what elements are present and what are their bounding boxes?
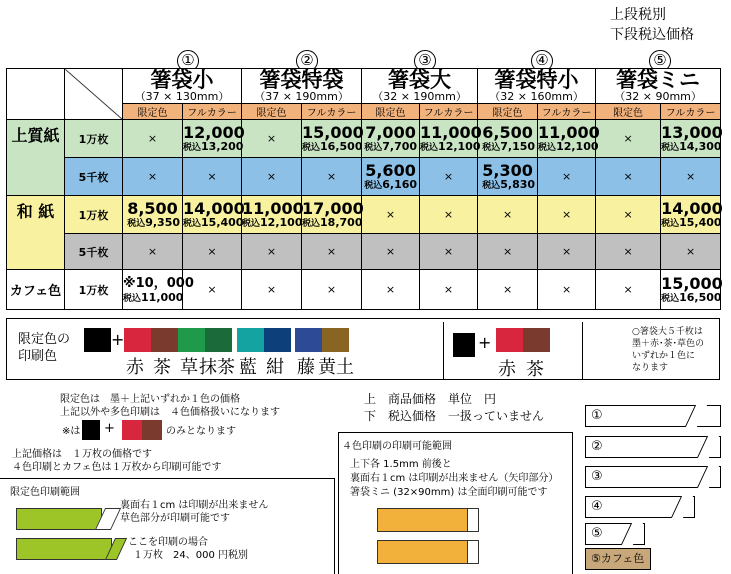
shape-box-4: ④ [585,496,695,518]
note-line: のみとなります [166,426,236,437]
price-cell: × [302,270,362,310]
price-cell: × [183,234,242,270]
price-cell: × [596,196,661,234]
price-cell: 5,300 税込5,830 [478,158,538,196]
color-name: 黄土 [318,357,354,378]
limited-range-title: 限定色印刷範囲 [10,487,80,498]
limited-strip [16,508,102,530]
shape-box-3: ③ [585,466,721,488]
price-cell: 11,000 税込12,100 [242,196,302,234]
price-cell: × [661,234,721,270]
price-cell: 7,000 税込7,700 [362,120,420,158]
sub-limited: 限定色 [123,104,183,120]
price-cell: × [420,196,478,234]
price-cell: × [242,270,302,310]
four-color-line: 箸袋ミニ (32×90mm) は全面印刷可能です [350,487,548,498]
legend-bottom: 下 税込価格 一扱っていません [364,409,545,423]
row-label-washi: 和 紙 [7,196,65,270]
color-name: 藍 [239,357,257,378]
price-cell: 8,500 税込9,350 [123,196,183,234]
column-number-4: ④ [531,50,553,72]
column-number-2: ② [296,50,318,72]
price-cell: × [242,120,302,158]
legend-top: 上 商品価格 単位 円 [364,392,497,406]
qty-label: 1万枚 [65,120,123,158]
price-cell: 5,600 税込6,160 [362,158,420,196]
price-cell: × [478,196,538,234]
plus-sign: + [478,333,492,352]
corner-cell [7,69,65,120]
price-cell: × [478,234,538,270]
sub-full: フルカラー [302,104,362,120]
swatch-black [82,420,100,440]
price-table [6,68,721,310]
sub-limited: 限定色 [242,104,302,120]
price-cell: 17,000 税込18,700 [302,196,362,234]
tax-note-line2: 下段税込価格 [610,27,694,43]
price-cell: × [420,270,478,310]
header-col-1: 箸袋小 （37 × 130mm） [123,69,242,104]
sub-full: フルカラー [661,104,721,120]
color-name: 赤 [498,359,516,380]
header-col-4: 箸袋特小 （32 × 160mm） [478,69,596,104]
qty-label: 1万枚 [65,270,123,310]
limited-strip-2 [16,538,112,560]
price-cell: × [123,120,183,158]
swatch-grass [178,328,205,352]
price-cell: × [420,158,478,196]
price-cell: × [302,158,362,196]
four-color-title: ４色印刷の印刷可能範囲 [342,441,452,452]
shape-box-2: ② [585,436,721,458]
price-cell: × [420,234,478,270]
color-name: 茶 [153,357,171,378]
colors-section [6,318,720,380]
note-line: 限定色は 墨＋上記いずれか１色の価格 [60,394,240,405]
header-col-3: 箸袋大 （32 × 190mm） [362,69,478,104]
price-cell: 6,500 税込7,150 [478,120,538,158]
swatch-brown [151,328,178,352]
color-name: 藤 [297,357,315,378]
price-cell: × [538,234,596,270]
price-cell: × [596,234,661,270]
note-line: ※は [62,426,81,437]
row-label-cafe: カフェ色 [7,270,65,310]
price-cell: 15,000 税込16,500 [661,270,721,310]
color-name: 茶 [526,359,544,380]
price-cell: × [362,196,420,234]
price-cell: × [302,234,362,270]
price-cell: × [362,234,420,270]
header-col-2: 箸袋特袋 （37 × 190mm） [242,69,362,104]
price-cell: 14,000 税込15,400 [661,196,721,234]
color-name: 抹茶 [199,357,235,378]
note-line: 上記以外や多色印刷は ４色価格扱いになります [60,407,280,418]
limited-range-line: 草色部分が印刷可能です [120,513,230,524]
four-color-strip [377,508,469,532]
price-cell: 12,000 税込13,200 [183,120,242,158]
price-cell: 15,000 税込16,500 [302,120,362,158]
row-label-jouhoshi: 上質紙 [7,120,65,196]
swatch-brown [142,420,162,440]
price-cell: 13,000 税込14,300 [661,120,721,158]
price-cell: × [538,158,596,196]
limited-extra-line: ここを印刷の場合 [128,537,208,548]
qty-label: 5千枚 [65,158,123,196]
sub-limited: 限定色 [362,104,420,120]
swatch-indigo [237,328,264,352]
color-name: 草 [180,357,198,378]
four-color-strip-2 [377,540,469,564]
price-cell: × [538,196,596,234]
side-note-4: なります [632,363,669,373]
price-cell: 11,000 税込12,100 [420,120,478,158]
price-cell: × [183,270,242,310]
four-color-strip-end [467,508,479,532]
price-cell: × [123,234,183,270]
swatch-red [124,328,151,352]
shape-box-5: ⑤ [585,523,645,545]
price-cell: × [538,270,596,310]
qty-label: 1万枚 [65,196,123,234]
sub-full: フルカラー [420,104,478,120]
four-color-line: 上下各 1.5mm 前後と [350,459,452,470]
column-number-5: ⑤ [649,50,671,72]
price-cell: × [362,270,420,310]
price-cell: ※10，000 税込11,000 [123,270,183,310]
sub-full: フルカラー [183,104,242,120]
price-cell: × [661,158,721,196]
swatch-matcha [205,328,232,352]
column-number-1: ① [177,50,199,72]
swatch-black [453,333,475,357]
side-note-3: いずれか１色に [632,351,696,361]
sub-full: フルカラー [538,104,596,120]
side-note-2: 墨＋赤･茶･草色の [632,339,705,349]
four-color-line: 裏面右１cm は印刷が出来ません（矢印部分） [350,473,559,484]
swatch-red [496,328,523,352]
plus-sign: + [111,330,125,349]
swatch-ochre [322,328,349,352]
color-name: 赤 [126,357,144,378]
four-color-strip-end-2 [467,540,479,564]
swatch-red [122,420,142,440]
swatch-wisteria [295,328,322,352]
sub-limited: 限定色 [596,104,661,120]
note-line: 上記価格は １万枚の価格です [12,449,152,460]
color-name: 紺 [266,357,284,378]
price-cell: × [242,234,302,270]
price-cell: × [183,158,242,196]
side-note-1: ○箸袋大５千枚は [632,327,703,337]
shape-box-5-cafe: ⑤カフェ色 [585,548,651,570]
column-number-3: ③ [414,50,436,72]
price-cell: × [596,270,661,310]
price-cell: × [478,270,538,310]
price-cell: × [242,158,302,196]
price-cell: × [596,120,661,158]
swatch-black [84,328,111,352]
swatch-navy [264,328,291,352]
note-line: ４色印刷とカフェ色は１万枚から印刷可能です [12,462,222,473]
price-cell: × [123,158,183,196]
qty-label: 5千枚 [65,234,123,270]
sub-limited: 限定色 [478,104,538,120]
swatch-brown [523,328,550,352]
limited-extra-line: １万枚 24、000 円税別 [133,550,248,561]
price-cell: 11,000 税込12,100 [538,120,596,158]
limited-range-line: 裏面右１cm は印刷が出来ません [120,500,269,511]
corner-diagonal [65,69,123,120]
tax-note-line1: 上段税別 [610,7,666,23]
shape-box-1: ① [585,405,721,427]
colors-label-1: 限定色の [18,332,71,347]
header-col-5: 箸袋ミニ （32 × 90mm） [596,69,721,104]
price-cell: × [596,158,661,196]
price-cell: 14,000 税込15,400 [183,196,242,234]
plus-sign: + [104,421,115,436]
colors-label-2: 印刷色 [18,349,58,364]
